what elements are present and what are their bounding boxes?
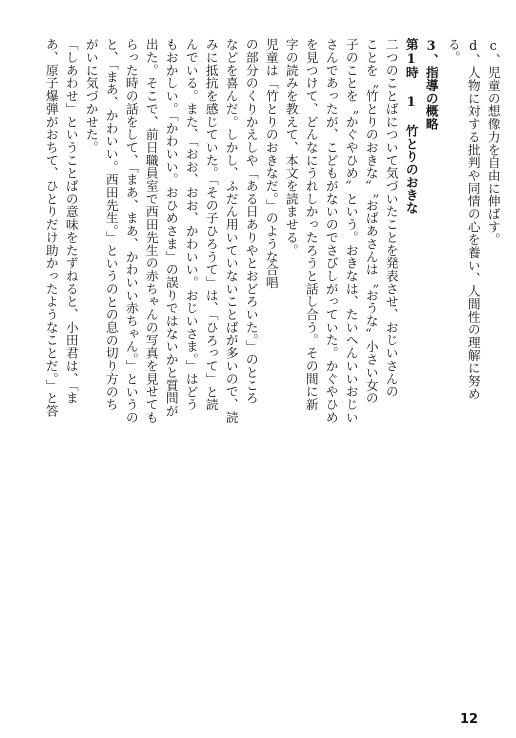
text-column: みに抵抗を感じていた。「その子ひろうて」は、「ひろって」と読 <box>203 38 219 411</box>
text-column: らった時の話をして、「まあ、まあ、かわいい赤ちゃん。」というの <box>123 38 139 424</box>
page-number: 12 <box>460 712 479 727</box>
text-column: と、「まあ、かわいい。西田先生。」というのとの息の切り方のち <box>103 38 119 411</box>
text-column: 出た。そこで、前日職員室で西田先生の赤ちゃんの写真を見せても <box>143 38 159 424</box>
text-column: c、児童の想像力を自由に伸ばす。 <box>485 38 501 246</box>
text-column: んでいる。また、「おお、おお、かわいい。おじいさま。」はどう <box>183 38 199 411</box>
section-heading: 3、指導の概略 <box>423 38 439 131</box>
text-column: もおかしい。「かわいい。おひめさま」の誤りではないかと質問が <box>163 38 179 418</box>
text-column: がいに気づかせた。 <box>83 38 99 154</box>
text-column: の部分のくりかえしや「ある日ありやとおどろいた。」のところ <box>243 38 259 405</box>
lesson-heading: 第1時 1 竹とりのおきな <box>403 38 419 215</box>
text-column: ことを〝竹とりのおきな〟〝おばあさんは〝おうな〟小さい女の <box>363 38 379 405</box>
text-column: 児童は「竹とりのおきなだ。」のような合唱 <box>263 38 279 289</box>
text-column: d、人物に対する批判や同情の心を養い、人間性の理解に努め <box>465 38 481 401</box>
text-column: あ、原子爆弾がおちて、ひとりだけ助かったようなことだ。」と答 <box>43 38 59 418</box>
text-column: 字の読みを教えて、本文を読ませる。 <box>283 38 299 257</box>
text-column: 「しあわせ」ということばの意味をたずねると、小田君は、「ま <box>63 38 79 405</box>
text-column: を見つけて、どんなにうれしかったろうと話し合う。その間に新 <box>303 38 319 411</box>
text-column: る。 <box>445 38 461 64</box>
text-column: 二つのことばについて気づいたことを発表させ、おじいさんの <box>383 38 399 398</box>
text-column: さんであったが、こどもがないのでさびしがっていた。かぐやひめ <box>323 38 339 424</box>
text-column: 子のことを〝かぐやひめ〟という。おきなは、たいへんいいおじい <box>343 38 359 424</box>
text-column: などを喜んだ。しかし、ふだん用いていないことばが多いので、読 <box>223 38 239 424</box>
